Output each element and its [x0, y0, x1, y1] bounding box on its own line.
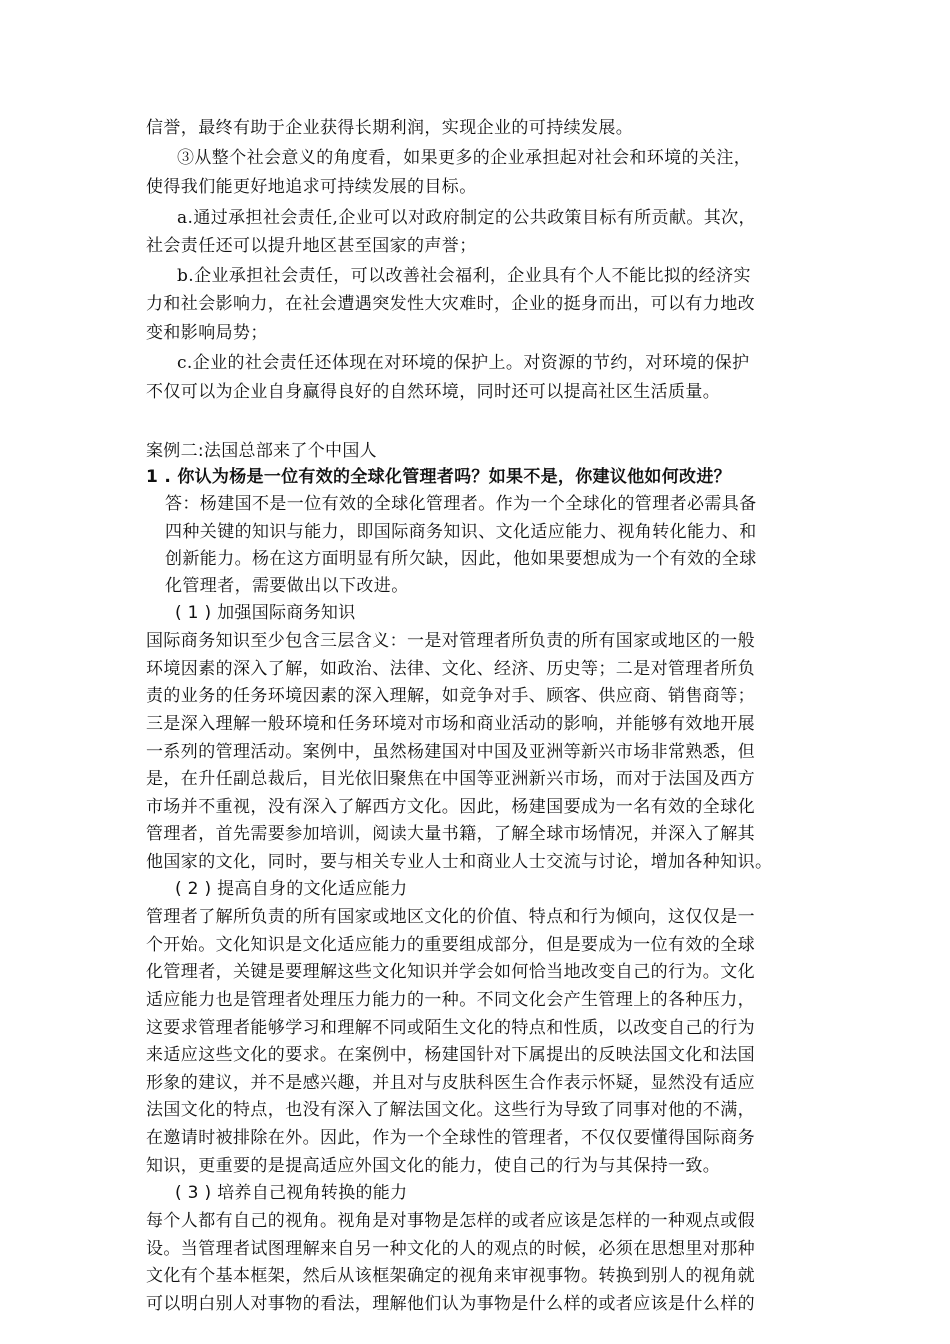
- point2-heading: ( 2 ) 提高自身的文化适应能力: [175, 879, 408, 899]
- answer-line: 答：杨建国不是一位有效的全球化管理者。作为一个全球化的管理者必需具备: [165, 494, 757, 514]
- paragraph-line: 管理者，首先需要参加培训，阅读大量书籍，了解全球市场情况，并深入了解其: [146, 824, 755, 844]
- paragraph-line: 可以明白别人对事物的看法，理解他们认为事物是什么样的或者应该是什么样的: [146, 1294, 755, 1314]
- paragraph-line: 市场并不重视，没有深入了解西方文化。因此，杨建国要成为一名有效的全球化: [146, 797, 755, 817]
- paragraph-line: 每个人都有自己的视角。视角是对事物是怎样的或者应该是怎样的一种观点或假: [146, 1211, 755, 1231]
- paragraph-line: 使得我们能更好地追求可持续发展的目标。: [146, 177, 477, 197]
- paragraph-line: 他国家的文化，同时，要与相关专业人士和商业人士交流与讨论，增加各种知识。: [146, 852, 773, 872]
- paragraph-line: 适应能力也是管理者处理压力能力的一种。不同文化会产生管理上的各种压力，: [146, 990, 755, 1010]
- paragraph-line: 在邀请时被排除在外。因此，作为一个全球性的管理者，不仅仅要懂得国际商务: [146, 1128, 755, 1148]
- paragraph-line: 是，在升任副总裁后，目光依旧聚焦在中国等亚洲新兴市场，而对于法国及西方: [146, 769, 755, 789]
- paragraph-line: 个开始。文化知识是文化适应能力的重要组成部分，但是要成为一位有效的全球: [146, 935, 755, 955]
- paragraph-line: 形象的建议，并不是感兴趣，并且对与皮肤科医生合作表示怀疑，显然没有适应: [146, 1073, 755, 1093]
- paragraph-line: 变和影响局势；: [146, 323, 268, 343]
- paragraph-line: 法国文化的特点，也没有深入了解法国文化。这些行为导致了同事对他的不满，: [146, 1100, 755, 1120]
- paragraph-line: 不仅可以为企业自身赢得良好的自然环境，同时还可以提高社区生活质量。: [146, 382, 721, 402]
- paragraph-line: 环境因素的深入了解，如政治、法律、文化、经济、历史等；二是对管理者所负: [146, 659, 755, 679]
- paragraph-line: 文化有个基本框架，然后从该框架确定的视角来审视事物。转换到别人的视角就: [146, 1266, 755, 1286]
- point3-heading: ( 3 ) 培养自己视角转换的能力: [175, 1183, 408, 1203]
- answer-line: 化管理者，需要做出以下改进。: [165, 576, 409, 596]
- paragraph-line: 社会责任还可以提升地区甚至国家的声誉；: [146, 236, 477, 256]
- paragraph-line: b.企业承担社会责任，可以改善社会福利，企业具有个人不能比拟的经济实: [177, 266, 751, 286]
- answer-line: 创新能力。杨在这方面明显有所欠缺，因此，他如果要想成为一个有效的全球: [165, 549, 757, 569]
- paragraph-line: 力和社会影响力，在社会遭遇突发性大灾难时，企业的挺身而出，可以有力地改: [146, 294, 755, 314]
- paragraph-line: 知识，更重要的是提高适应外国文化的能力，使自己的行为与其保持一致。: [146, 1156, 721, 1176]
- paragraph-line: 一系列的管理活动。案例中，虽然杨建国对中国及亚洲等新兴市场非常熟悉，但: [146, 742, 755, 762]
- point1-heading: ( 1 ) 加强国际商务知识: [175, 603, 356, 623]
- paragraph-line: 这要求管理者能够学习和理解不同或陌生文化的特点和性质，以改变自己的行为: [146, 1018, 755, 1038]
- paragraph-line: 国际商务知识至少包含三层含义：一是对管理者所负责的所有国家或地区的一般: [146, 631, 755, 651]
- paragraph-line: 管理者了解所负责的所有国家或地区文化的价值、特点和行为倾向，这仅仅是一: [146, 907, 755, 927]
- answer-line: 四种关键的知识与能力，即国际商务知识、文化适应能力、视角转化能力、和: [165, 522, 757, 542]
- paragraph-line: c.企业的社会责任还体现在对环境的保护上。对资源的节约，对环境的保护: [177, 353, 750, 373]
- paragraph-line: 信誉，最终有助于企业获得长期利润，实现企业的可持续发展。: [146, 118, 634, 138]
- case-title: 案例二:法国总部来了个中国人: [146, 441, 377, 461]
- paragraph-line: 三是深入理解一般环境和任务环境对市场和商业活动的影响，并能够有效地开展: [146, 714, 755, 734]
- paragraph-line: 来适应这些文化的要求。在案例中，杨建国针对下属提出的反映法国文化和法国: [146, 1045, 755, 1065]
- paragraph-line: a.通过承担社会责任,企业可以对政府制定的公共政策目标有所贡献。其次，: [177, 208, 756, 228]
- paragraph-line: 设。当管理者试图理解来自另一种文化的人的观点的时候，必须在思想里对那种: [146, 1239, 755, 1259]
- paragraph-line: 责的业务的任务环境因素的深入理解，如竞争对手、顾客、供应商、销售商等；: [146, 686, 755, 706]
- paragraph-line: ③从整个社会意义的角度看，如果更多的企业承担起对社会和环境的关注，: [177, 148, 752, 168]
- case-question: 1 . 你认为杨是一位有效的全球化管理者吗？如果不是，你建议他如何改进？: [146, 467, 731, 487]
- paragraph-line: 化管理者，关键是要理解这些文化知识并学会如何恰当地改变自己的行为。文化: [146, 962, 755, 982]
